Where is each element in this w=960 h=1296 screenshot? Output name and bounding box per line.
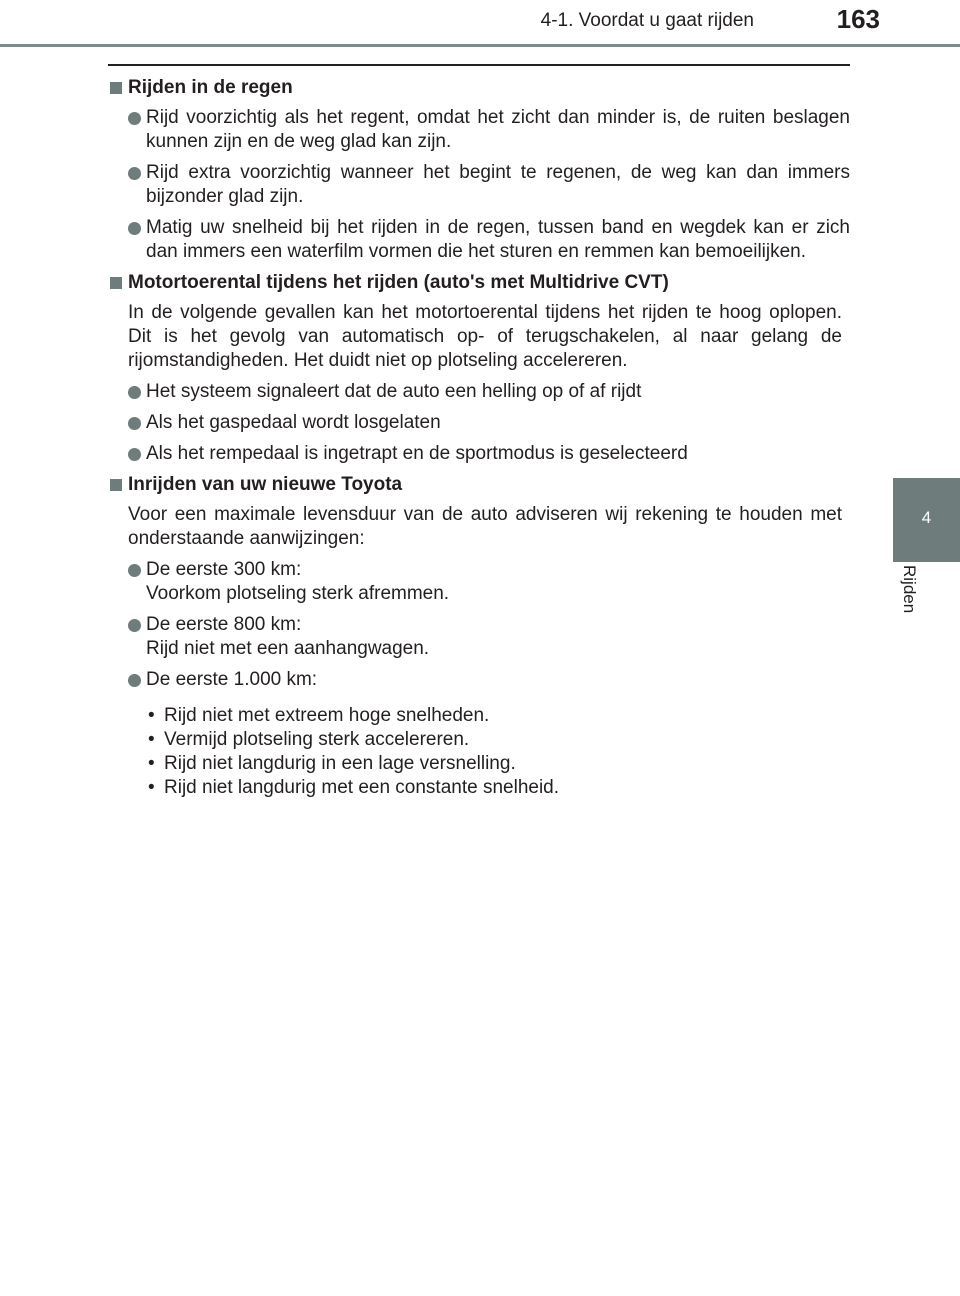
round-bullet-icon bbox=[128, 448, 141, 461]
section-heading: Inrijden van uw nieuwe Toyota bbox=[108, 473, 850, 497]
bullet-item: De eerste 300 km: Voorkom plotseling sterk afremmen. bbox=[108, 558, 850, 606]
section-break-in bbox=[108, 473, 850, 800]
section-engine-speed bbox=[108, 271, 850, 466]
bullet-item: Als het rempedaal is ingetrapt en de sportmodus is geselecteerd bbox=[108, 442, 850, 466]
round-bullet-icon bbox=[128, 386, 141, 399]
header-rule bbox=[0, 44, 960, 47]
square-bullet-icon bbox=[110, 277, 122, 289]
sub-list-item: • Rijd niet langdurig in een lage versnelling. bbox=[148, 753, 516, 774]
bullet-item: De eerste 800 km: Rijd niet met een aanhangwagen. bbox=[108, 613, 850, 661]
chapter-tab-label bbox=[895, 565, 925, 645]
square-bullet-icon bbox=[110, 82, 122, 94]
page-number: 163 bbox=[836, 4, 880, 34]
chapter-tab bbox=[893, 478, 960, 562]
section-rain bbox=[108, 76, 850, 264]
bullet-item: De eerste 1.000 km: bbox=[108, 668, 850, 692]
page-content bbox=[108, 76, 850, 807]
chapter-tab-number: 4 bbox=[921, 508, 932, 527]
content-top-rule bbox=[108, 64, 850, 66]
round-bullet-icon bbox=[128, 619, 141, 632]
bullet-item: Het systeem signaleert dat de auto een helling op of af rijdt bbox=[108, 380, 850, 404]
chapter-title: 4-1. Voordat u gaat rijden bbox=[540, 10, 754, 31]
chapter-tab-label-text: Rijden bbox=[900, 565, 919, 614]
sub-list-item: • Rijd niet langdurig met een constante snelheid. bbox=[148, 777, 560, 798]
square-bullet-icon bbox=[110, 479, 122, 491]
round-bullet-icon bbox=[128, 167, 141, 180]
section-paragraph: In de volgende gevallen kan het motortoerental tijdens het rijden te hoog oplopen. Dit is het gevolg van automatisch op- of terugschakelen, al naar gelang de rijomstandigheden. Het duidt niet op plotseling accelereren. bbox=[128, 302, 842, 371]
section-paragraph: Voor een maximale levensduur van de auto adviseren wij rekening te houden met onderstaande aanwijzingen: bbox=[128, 504, 842, 549]
bullet-item: Als het gaspedaal wordt losgelaten bbox=[108, 411, 850, 435]
bullet-item: Rijd voorzichtig als het regent, omdat het zicht dan minder is, de ruiten beslagen kunnen zijn en de weg glad kan zijn. bbox=[108, 106, 850, 154]
round-bullet-icon bbox=[128, 564, 141, 577]
section-heading: Rijden in de regen bbox=[108, 76, 850, 100]
round-bullet-icon bbox=[128, 417, 141, 430]
round-bullet-icon bbox=[128, 674, 141, 687]
sub-list-item: • Vermijd plotseling sterk accelereren. bbox=[148, 729, 470, 750]
round-bullet-icon bbox=[128, 112, 141, 125]
round-bullet-icon bbox=[128, 222, 141, 235]
sub-list-item: • Rijd niet met extreem hoge snelheden. bbox=[148, 705, 490, 726]
page-header bbox=[0, 0, 960, 50]
sub-list bbox=[108, 704, 850, 800]
bullet-item: Matig uw snelheid bij het rijden in de regen, tussen band en wegdek kan er zich dan immers een waterfilm vormen die het sturen en remmen kan bemoeilijken. bbox=[108, 216, 850, 264]
section-heading: Motortoerental tijdens het rijden (auto's met Multidrive CVT) bbox=[108, 271, 850, 295]
bullet-item: Rijd extra voorzichtig wanneer het begint te regenen, de weg kan dan immers bijzonder glad zijn. bbox=[108, 161, 850, 209]
